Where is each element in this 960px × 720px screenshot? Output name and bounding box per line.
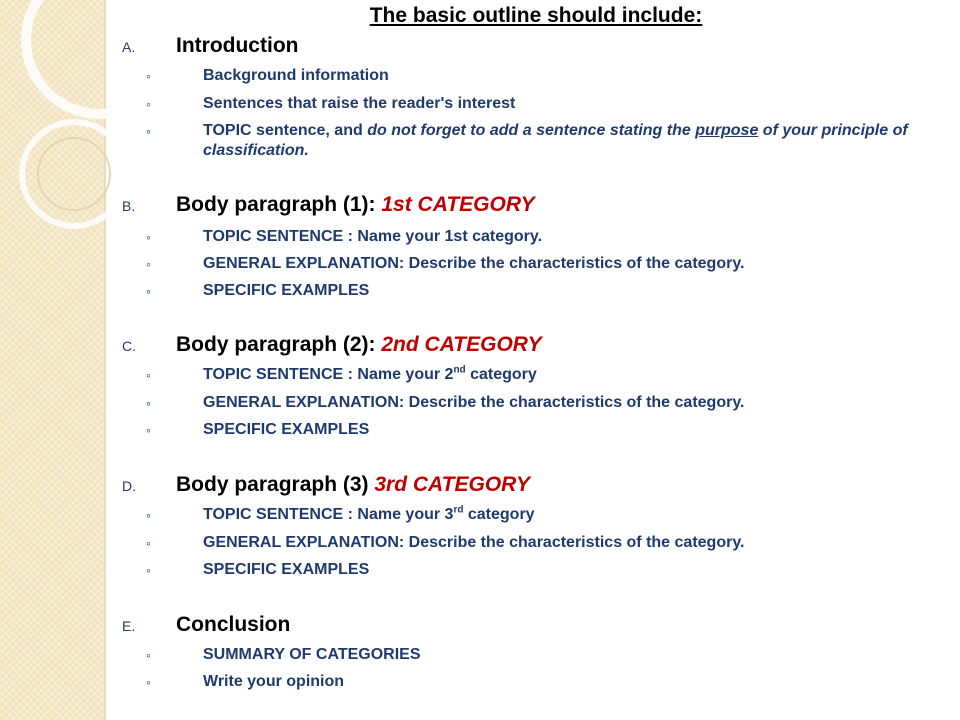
- list-item: [146, 281, 936, 301]
- bullet-icon: ◦: [146, 507, 151, 523]
- list-item-text: Write your opinion: [203, 673, 345, 690]
- section-heading: Conclusion: [176, 613, 291, 636]
- list-item-text: GENERAL EXPLANATION: Describe the characteristics of the category.: [203, 394, 745, 411]
- bullet-icon: ◦: [146, 395, 151, 411]
- section-letter: D.: [122, 478, 136, 494]
- ordinal-suffix: rd: [453, 504, 464, 516]
- section-conclusion: [122, 612, 290, 639]
- category-accent: 1st CATEGORY: [381, 193, 535, 216]
- list-item: [146, 560, 936, 580]
- list-item-text: TOPIC SENTENCE : Name your 1st category.: [203, 228, 543, 245]
- slide-title: The basic outline should include:: [369, 4, 703, 27]
- list-item: [146, 254, 936, 274]
- section-heading: Body paragraph (3): [176, 473, 375, 496]
- bullet-icon: ◦: [146, 562, 151, 578]
- list-item: [146, 672, 936, 692]
- list-item-text: [203, 121, 936, 161]
- list-item: [146, 66, 936, 86]
- section-body-paragraph-2: [122, 332, 542, 359]
- bullet-icon: ◦: [146, 535, 151, 551]
- bullet-icon: ◦: [146, 283, 151, 299]
- section-heading: Body paragraph (1):: [176, 193, 382, 216]
- section-letter: A.: [122, 39, 136, 55]
- list-item-text: SPECIFIC EXAMPLES: [203, 421, 370, 438]
- list-item-text: [203, 365, 936, 385]
- list-item: [146, 365, 936, 385]
- topic-sentence-text: TOPIC sentence, and: [203, 122, 368, 139]
- list-item-text: SPECIFIC EXAMPLES: [203, 561, 370, 578]
- list-item: [146, 645, 936, 665]
- section-letter: E.: [122, 618, 136, 634]
- list-item-text: GENERAL EXPLANATION: Describe the characteristics of the category.: [203, 534, 745, 551]
- list-item-text: Sentences that raise the reader's interest: [203, 95, 516, 112]
- bullet-icon: ◦: [146, 256, 151, 272]
- list-item: [146, 94, 936, 114]
- list-item: [146, 533, 936, 553]
- bullet-icon: ◦: [146, 674, 151, 690]
- purpose-word: purpose: [695, 122, 759, 139]
- bullet-icon: ◦: [146, 96, 151, 112]
- section-heading: Body paragraph (2):: [176, 333, 382, 356]
- list-item: [146, 121, 936, 161]
- list-item-text: SPECIFIC EXAMPLES: [203, 282, 370, 299]
- list-item-text-end: category: [463, 506, 535, 523]
- bullet-icon: ◦: [146, 647, 151, 663]
- list-item-text-main: TOPIC SENTENCE : Name your 2: [203, 366, 454, 383]
- section-letter: B.: [122, 198, 136, 214]
- category-accent: 3rd CATEGORY: [374, 473, 530, 496]
- list-item: [146, 227, 936, 247]
- list-item-text: [203, 505, 936, 525]
- list-item-text: GENERAL EXPLANATION: Describe the characteristics of the category.: [203, 255, 745, 272]
- list-item: [146, 505, 936, 525]
- bullet-icon: ◦: [146, 229, 151, 245]
- reminder-text-end: of your principle of classification.: [203, 122, 908, 159]
- bullet-icon: ◦: [146, 68, 151, 84]
- bullet-icon: ◦: [146, 367, 151, 383]
- category-accent: 2nd CATEGORY: [381, 333, 542, 356]
- list-item-text-main: TOPIC SENTENCE : Name your 3: [203, 506, 454, 523]
- list-item-text: Background information: [203, 67, 389, 84]
- list-item-text: SUMMARY OF CATEGORIES: [203, 646, 421, 663]
- bullet-icon: ◦: [146, 422, 151, 438]
- ordinal-suffix: nd: [453, 364, 466, 376]
- list-item-text-end: category: [465, 366, 537, 383]
- list-item: [146, 420, 936, 440]
- reminder-text: do not forget to add a sentence stating the: [367, 122, 696, 139]
- section-introduction: [122, 33, 298, 60]
- section-body-paragraph-3: [122, 472, 530, 499]
- list-item: [146, 393, 936, 413]
- section-letter: C.: [122, 338, 136, 354]
- section-body-paragraph-1: [122, 192, 535, 219]
- bullet-icon: ◦: [146, 123, 151, 139]
- section-heading: Introduction: [176, 34, 299, 57]
